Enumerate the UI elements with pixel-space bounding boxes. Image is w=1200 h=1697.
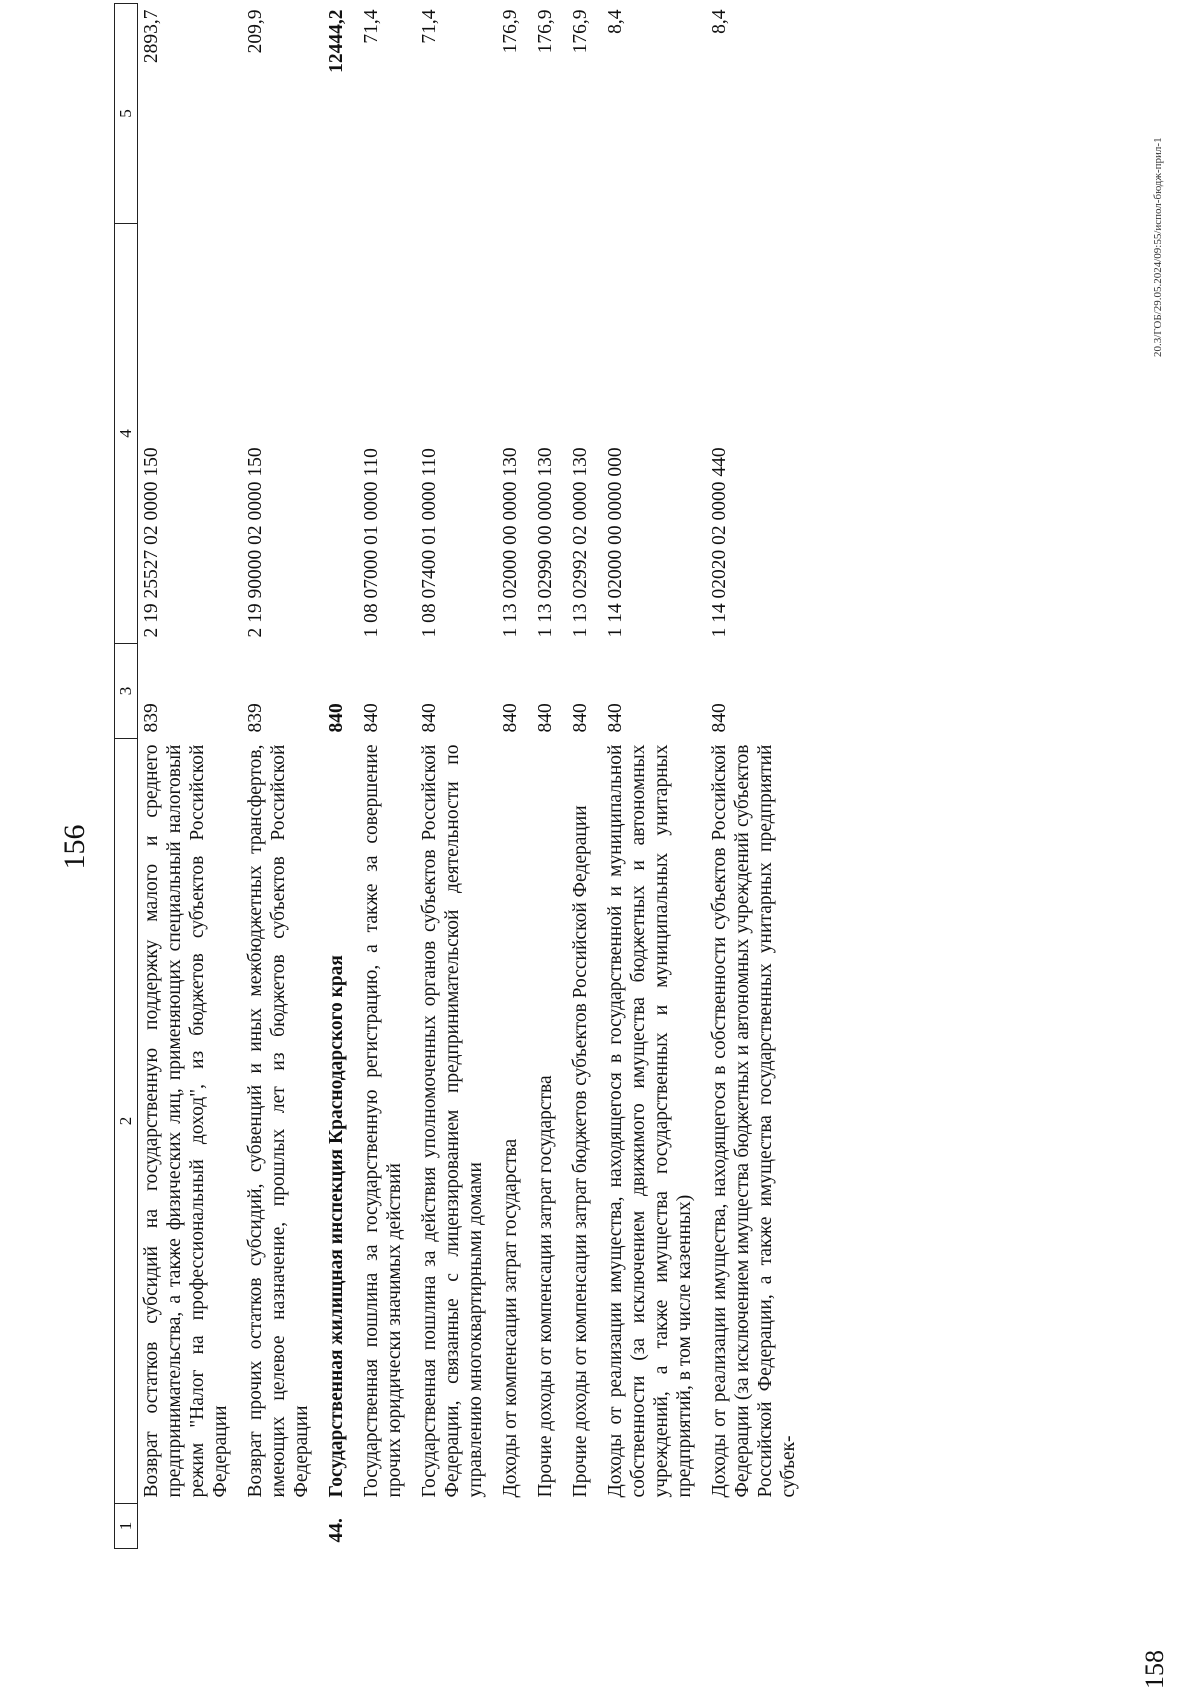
row-amount: 71,4 <box>419 9 440 44</box>
row-admin-code: 839 <box>141 703 162 733</box>
column-header: 3 <box>115 644 138 739</box>
table-row <box>602 4 706 1549</box>
row-name: Государственная пошлина за государственную регистрацию, а также за совершение прочих юридически значимых действий <box>361 744 405 1498</box>
table-header-row <box>115 4 138 1549</box>
row-admin-code: 839 <box>245 703 266 733</box>
row-admin-code: 840 <box>419 703 440 733</box>
table-row <box>532 4 567 1549</box>
row-name: Возврат остатков субсидий на государственную поддержку малого и среднего предпринимательства, а также физических лиц, применяющих специальный налоговый режим "Налог на профессиональный доход", из бюджетов субъектов Российской Федерации <box>141 744 231 1498</box>
row-amount: 176,9 <box>535 9 556 54</box>
row-amount: 8,4 <box>605 9 626 34</box>
row-amount: 8,4 <box>709 9 730 34</box>
row-amount: 176,9 <box>500 9 521 54</box>
row-revenue-code: 1 14 02000 00 0000 000 <box>605 447 626 638</box>
row-admin-code: 840 <box>535 703 556 733</box>
row-revenue-code: 1 13 02990 00 0000 130 <box>535 447 556 638</box>
row-amount: 2893,7 <box>141 9 162 64</box>
sheet-number: 158 <box>1140 1650 1169 1689</box>
row-name: Доходы от реализации имущества, находящегося в собственности субъектов Российской Федерации (за исключением имущества бюджетных и автономных учреждений субъектов Российской Федерации, а также имущества государственных унитарных предприятий субъек- <box>709 744 799 1498</box>
column-header: 2 <box>115 739 138 1504</box>
row-number: 44. <box>326 1518 347 1543</box>
row-number <box>242 1504 323 1549</box>
row-name: Государственная пошлина за действия уполномоченных органов субъектов Российской Федерации, связанные с лицензированием предпринимательской деятельности по управлению многоквартирными домами <box>419 744 486 1498</box>
row-number <box>532 1504 567 1549</box>
row-name: Государственная жилищная инспекция Краснодарского края <box>326 955 347 1498</box>
table-row <box>138 4 243 1549</box>
row-name: Возврат прочих остатков субсидий, субвенций и иных межбюджетных трансфертов, имеющих целевое назначение, прошлых лет из бюджетов субъектов Российской Федерации <box>245 744 312 1498</box>
table-row <box>567 4 602 1549</box>
row-number <box>602 1504 706 1549</box>
row-admin-code: 840 <box>709 703 730 733</box>
row-admin-code: 840 <box>361 703 382 733</box>
column-header: 1 <box>115 1504 138 1549</box>
row-name: Доходы от реализации имущества, находящегося в государственной и муниципальной собственности (за исключением движимого имущества бюджетных и автономных учреждений, а также имущества государственных и муниципальных унитарных предприятий, в том числе казенных) <box>605 744 695 1498</box>
table-row <box>323 4 358 1549</box>
column-header: 4 <box>115 224 138 644</box>
table-row <box>416 4 497 1549</box>
row-revenue-code: 2 19 25527 02 0000 150 <box>141 447 162 638</box>
row-amount: 12444,2 <box>326 9 347 73</box>
revenue-table <box>114 3 810 1549</box>
row-name: Прочие доходы от компенсации затрат государства <box>535 1075 556 1498</box>
row-admin-code: 840 <box>326 703 347 733</box>
row-number <box>138 1504 243 1549</box>
row-number <box>416 1504 497 1549</box>
row-revenue-code: 1 08 07000 01 0000 110 <box>361 448 382 638</box>
table-row <box>358 4 416 1549</box>
document-stamp: 20.3/ГОБ/29.05.2024/09:55/испол-бюдж-прил-1 <box>1152 137 1164 357</box>
table-row <box>497 4 532 1549</box>
row-admin-code: 840 <box>605 703 626 733</box>
row-number <box>567 1504 602 1549</box>
row-amount: 71,4 <box>361 9 382 44</box>
row-amount: 176,9 <box>570 9 591 54</box>
row-revenue-code: 1 13 02992 02 0000 130 <box>570 447 591 638</box>
row-revenue-code: 1 14 02020 02 0000 440 <box>709 447 730 638</box>
page-number: 156 <box>58 824 91 870</box>
column-header: 5 <box>115 4 138 224</box>
row-admin-code: 840 <box>500 703 521 733</box>
table-row <box>242 4 323 1549</box>
row-name: Доходы от компенсации затрат государства <box>500 1138 521 1498</box>
table-row <box>706 4 810 1549</box>
row-revenue-code: 2 19 90000 02 0000 150 <box>245 447 266 638</box>
row-number <box>358 1504 416 1549</box>
row-name: Прочие доходы от компенсации затрат бюджетов субъектов Российской Федерации <box>570 805 591 1498</box>
row-revenue-code: 1 13 02000 00 0000 130 <box>500 447 521 638</box>
row-revenue-code: 1 08 07400 01 0000 110 <box>419 448 440 638</box>
row-admin-code: 840 <box>570 703 591 733</box>
row-amount: 209,9 <box>245 9 266 54</box>
row-revenue-code <box>323 224 358 644</box>
row-number <box>497 1504 532 1549</box>
row-number <box>706 1504 810 1549</box>
